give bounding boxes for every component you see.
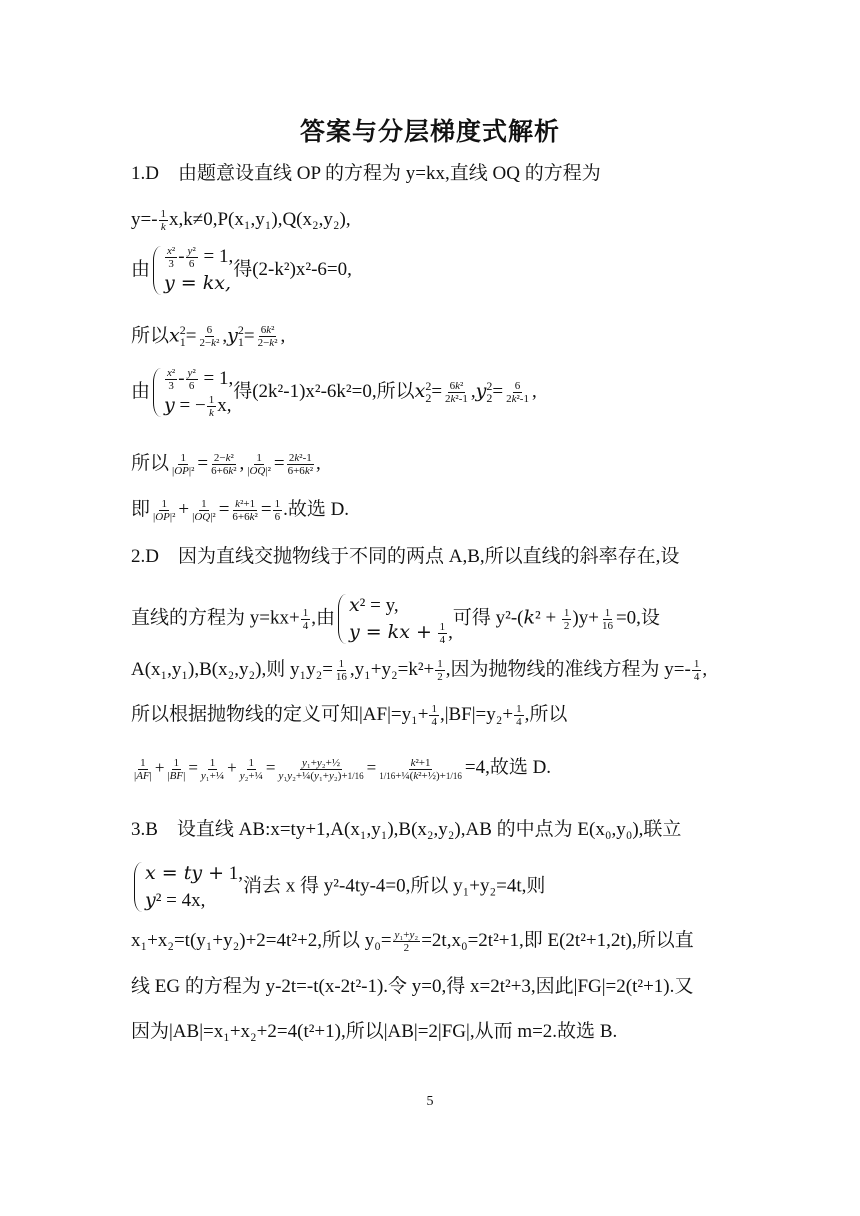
q2-line-5: $\frac{1}{|AF|}$ + $\frac{1}{|BF|}$ = $\frac{1}{\text{y₁+¼}}$ + $\frac{1}{\text{y₂+¼}}$ = $\frac{\text{y₁+y₂+½}}{\text{y₁y₂+¼(y₁+y₂)+1/16}}$ = $\frac{\text{k²+1}}{\text{1/16+¼(k²+½)+1/16}}$ =4,故选 D.	[134, 756, 552, 782]
q2-line-3: A(x₁,y₁),B(x₂,y₂),则 y₁y₂= $\frac{1}{16}$ ,y₁+y₂=k²+ $\frac{1}{2}$ ,因为抛物线的准线方程为 y=- $\frac{1}{4}$ ,	[131, 658, 708, 684]
q3-line-3-text-b: =2t,x₀=2t²+1,即 E(2t²+1,2t),所以直	[421, 930, 694, 951]
equation-system: $\frac{\text{x²}}{3}$ - $\frac{\text{y²}}{6}$ = 1, y = kx,	[150, 244, 233, 297]
q2-line-3-text-b: 因为抛物线的准线方程为 y=-	[450, 659, 691, 680]
q1-system-2-result: 得(2k²-1)x²-6k²=0,所以	[233, 381, 415, 402]
q3-system-result: 消去 x 得 y²-4ty-4=0,所以 y₁+y₂=4t,则	[243, 875, 546, 897]
q2-line-2-text-b: 可得 y²-	[452, 607, 518, 629]
fraction: $\frac{1}{k}$	[160, 208, 167, 234]
q2-line-2-text: 直线的方程为 y=kx+	[131, 607, 300, 629]
q3-line-3-text: x₁+x₂=t(y₁+y₂)+2=4t²+2,所以 y₀=	[131, 930, 392, 951]
q2-line-3-text: A(x₁,y₁),B(x₂,y₂),则 y₁y₂=	[131, 659, 333, 680]
q1-conclusion-text: .故选 D.	[283, 499, 350, 520]
page-title: 答案与分层梯度式解析	[299, 117, 560, 146]
q2-line-4-text-b: 所以	[529, 704, 568, 725]
q1-line-reciprocal: 所以 $\frac{1}{\text{|OP|²}}$ = $\frac{\text{2−k²}}{\text{6+6k²}}$ , $\frac{1}{\text{|OQ|²}}$ = $\frac{\text{2k²-1}}{\text{6+6k²}}$ ,	[131, 452, 321, 478]
q3-line-4: 线 EG 的方程为 y-2t=-t(x-2t²-1).令 y=0,得 x=2t²+3,因此|FG|=2(t²+1).又	[131, 976, 694, 997]
equation-system: x = ty + 1, y² = 4x,	[131, 860, 243, 914]
q3-line-1: 3.B 设直线 AB:x=ty+1,A(x₁,y₁),B(x₂,y₂),AB 的中点为 E(x₀,y₀),联立	[131, 819, 682, 840]
q2-line-4-text: 所以根据抛物线的定义可知|AF|=y₁+	[131, 704, 429, 725]
q2-line-5-end: =4,故选 D.	[464, 757, 552, 778]
q2-line-2: 直线的方程为 y=kx+ $\frac{1}{4}$ ,由 x² = y, y = kx + $\frac{1}{4}$ , 可得 y²-(k² + $\frac{1}{2}$ )y+ $\frac{1}{16}$ =0,设	[131, 594, 660, 647]
q1-line-conclusion: 即 $\frac{1}{\text{|OP|²}}$ + $\frac{1}{\text{|OQ|²}}$ = $\frac{\text{k²+1}}{\text{6+6k²}}$ = $\frac{1}{6}$ .故选 D.	[131, 498, 350, 524]
q1-system-1-result: 得(2-k²)x²-6=0,	[233, 258, 352, 280]
q2-line-4: 所以根据抛物线的定义可知|AF|=y₁+ $\frac{1}{4}$ ,|BF|=y₂+ $\frac{1}{4}$ ,所以	[131, 703, 568, 729]
q3-line-5: 因为|AB|=x₁+x₂+2=4(t²+1),所以|AB|=2|FG|,从而 m=2.故选 B.	[131, 1021, 618, 1042]
q3-line-3: x₁+x₂=t(y₁+y₂)+2=4t²+2,所以 y₀= $\frac{\text{y₁+y₂}}{2}$ =2t,x₀=2t²+1,即 E(2t²+1,2t),所以直	[131, 929, 694, 955]
equation-system: x² = y, y = kx + $\frac{1}{4}$ ,	[335, 592, 453, 646]
q1-line-2-text: x,k≠0,P(x₁,y₁),Q(x₂,y₂),	[169, 209, 351, 230]
equation-system: $\frac{\text{x²}}{3}$ - $\frac{\text{y²}}{6}$ = 1, y = − $\frac{1}{k}$ x,	[150, 366, 233, 419]
q2-line-1: 2.D 因为直线交抛物线于不同的两点 A,B,所以直线的斜率存在,设	[131, 546, 680, 567]
q1-line-1: 1.D 由题意设直线 OP 的方程为 y=kx,直线 OQ 的方程为	[131, 163, 601, 184]
q1-system-2: 由 $\frac{\text{x²}}{3}$ - $\frac{\text{y²}}{6}$ = 1, y = − $\frac{1}{k}$ x, 得(2k²-1)x²-6k²=0,所以$x_2^2=$ $\frac{\text{6k²}}{\text{2k²-1}}$ $,y_2^2=$ $\frac{6}{\text{2k²-1}}$ ,	[131, 367, 537, 420]
q1-system-1: 由 $\frac{\text{x²}}{3}$ - $\frac{\text{y²}}{6}$ = 1, y = kx, 得(2-k²)x²-6=0,	[131, 244, 352, 297]
page-number: 5	[426, 1094, 434, 1109]
q3-system	[131, 860, 545, 914]
q1-line-2: y=- $\frac{1}{k}$ x,k≠0,P(x₁,y₁),Q(x₂,y₂),	[131, 208, 351, 234]
q1-line-solution-1: 所以$x_1^2=$ $\frac{6}{\text{2−k²}}$ $,y_1^2=$ $\frac{\text{6k²}}{\text{2−k²}}$ ,	[131, 323, 286, 350]
